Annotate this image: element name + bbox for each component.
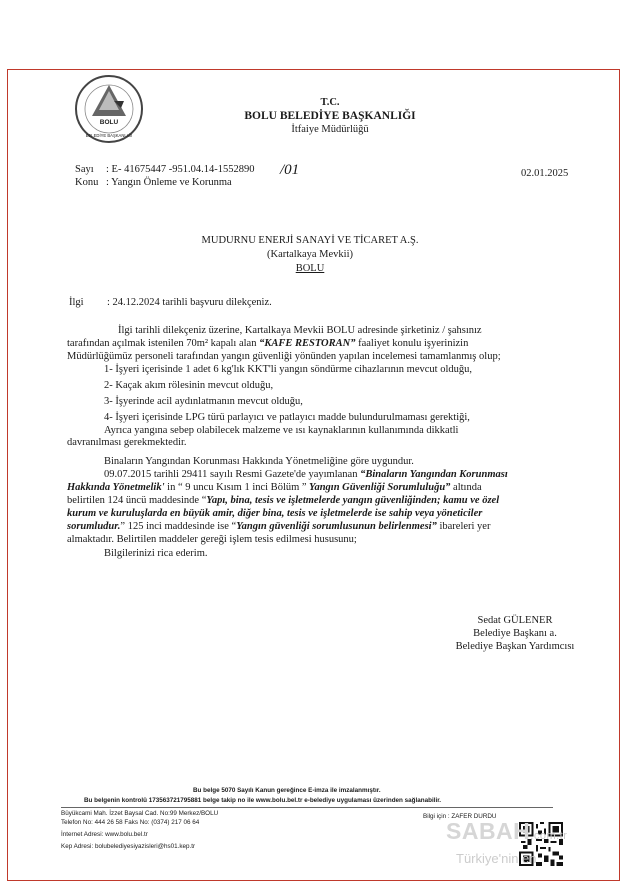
recipient-location: (Kartalkaya Mevkii) <box>266 249 353 260</box>
footer-kep: Kep Adresi: bolubelediyesiyazisleri@hs01.kep.tr <box>61 843 196 850</box>
footer-verify: Bu belgenin kontrolü 173563721795881 belge takip no ile www.bolu.bel.tr e-belediye uygulaması üzerinden sağlanabilir. <box>84 797 442 804</box>
sayi-handwritten: /01 <box>280 162 300 178</box>
header-municipality: BOLU BELEDİYE BAŞKANLIĞI <box>244 110 416 122</box>
signature-title2: Belediye Başkan Yardımcısı <box>455 641 575 652</box>
body-p4-line1: 09.07.2015 tarihli 29411 sayılı Resmi Gazete'de yayımlanan “Binaların Yangından Korunması <box>104 469 508 480</box>
ilgi-value: : 24.12.2024 tarihli başvuru dilekçeniz. <box>107 297 272 308</box>
body-p2-line2: davranılması gerekmektedir. <box>67 437 187 448</box>
footer-divider <box>61 807 553 808</box>
body-p3: Binaların Yangından Korunması Hakkında Yönetmeliğine göre uygundur. <box>104 456 414 467</box>
sayi-value: : E- 41675447 -951.04.14-1552890 <box>106 164 255 175</box>
footer-esign: Bu belge 5070 Sayılı Kanun gereğince E-imza ile imzalanmıştır. <box>193 787 381 794</box>
body-p4-line5: sorumludur.” 125 inci maddesinde ise “Yangın güvenliği sorumlusunun belirlenmesi” ibareleri yer <box>67 521 491 532</box>
konu-label: Konu <box>75 177 99 188</box>
logo-text: BOLU <box>99 119 119 126</box>
municipality-logo <box>74 74 144 144</box>
body-p4-line6: almaktadır. Belirtilen maddeler gereği işlem tesis edilmesi hususunu; <box>67 534 357 545</box>
body-p4-line3: belirtilen 124 üncü maddesinde “Yapı, bina, tesis ve işletmelerde yangın güvenliğinden; kamu ve özel <box>67 495 500 506</box>
recipient-city: BOLU <box>295 263 325 274</box>
watermark-tagline: Türkiye'nin en <box>456 851 537 866</box>
document-date: 02.01.2025 <box>521 168 569 179</box>
konu-value: : Yangın Önleme ve Korunma <box>106 177 232 188</box>
sayi-label: Sayı <box>75 164 94 175</box>
body-item-3: 3- İşyerinde acil aydınlatmanın mevcut olduğu, <box>104 396 303 407</box>
body-item-4: 4- İşyeri içerisinde LPG türü parlayıcı ve patlayıcı madde bulundurulmaması gerektiği, <box>104 412 470 423</box>
signature-title1: Belediye Başkanı a. <box>473 628 557 639</box>
logo-ring-text: BELEDİYE BAŞKANLIĞI <box>85 133 133 138</box>
body-p1-line1: İlgi tarihli dilekçeniz üzerine, Kartalkaya Mevkii BOLU adresinde şirketiniz / şahsınız <box>118 325 482 336</box>
signature-name: Sedat GÜLENER <box>477 615 553 626</box>
footer-contact: Bilgi için : ZAFER DURDU <box>423 813 497 820</box>
header-tc: T.C. <box>320 97 340 108</box>
body-p4-line4: kurum ve kuruluşlarda en büyük amir, diğer bina, tesis ve işletmelerde ise sahip veya yöneticiler <box>67 508 483 519</box>
footer-phone: Telefon No: 444 26 58 Faks No: (0374) 217 06 64 <box>61 819 200 826</box>
body-p1-line3: Müdürlüğümüz personeli tarafından yangın güvenliği yönünden yapılan incelemesi tamamlanmış olup; <box>67 351 501 362</box>
body-item-1: 1- İşyeri içerisinde 1 adet 6 kg'lık KKT'li yangın söndürme cihazlarının mevcut olduğu, <box>104 364 472 375</box>
footer-web: İnternet Adresi: www.bolu.bel.tr <box>61 831 148 838</box>
body-p1-line2: tarafından açılmak istenilen 70m² kapalı alan “KAFE RESTORAN” faaliyet konulu işyerinizin <box>67 338 469 349</box>
body-item-2: 2- Kaçak akım rölesinin mevcut olduğu, <box>104 380 274 391</box>
body-p5: Bilgilerinizi rica ederim. <box>104 548 208 559</box>
recipient-name: MUDURNU ENERJİ SANAYİ VE TİCARET A.Ş. <box>201 235 419 246</box>
footer-address: Büyükcami Mah. İzzet Baysal Cad. No:99 Merkez/BOLU <box>61 810 219 817</box>
watermark-brand: SABAH.com.tr <box>446 818 568 844</box>
ilgi-label: İlgi <box>69 297 84 308</box>
body-p2-line1: Ayrıca yangına sebep olabilecek malzeme ve ısı kaynaklarının kullanımında dikkatli <box>104 425 459 436</box>
header-department: İtfaiye Müdürlüğü <box>291 124 369 135</box>
body-p4-line2: Hakkında Yönetmelik' in “ 9 uncu Kısım 1 inci Bölüm ” Yangın Güvenliği Sorumluluğu” altında <box>67 482 482 493</box>
